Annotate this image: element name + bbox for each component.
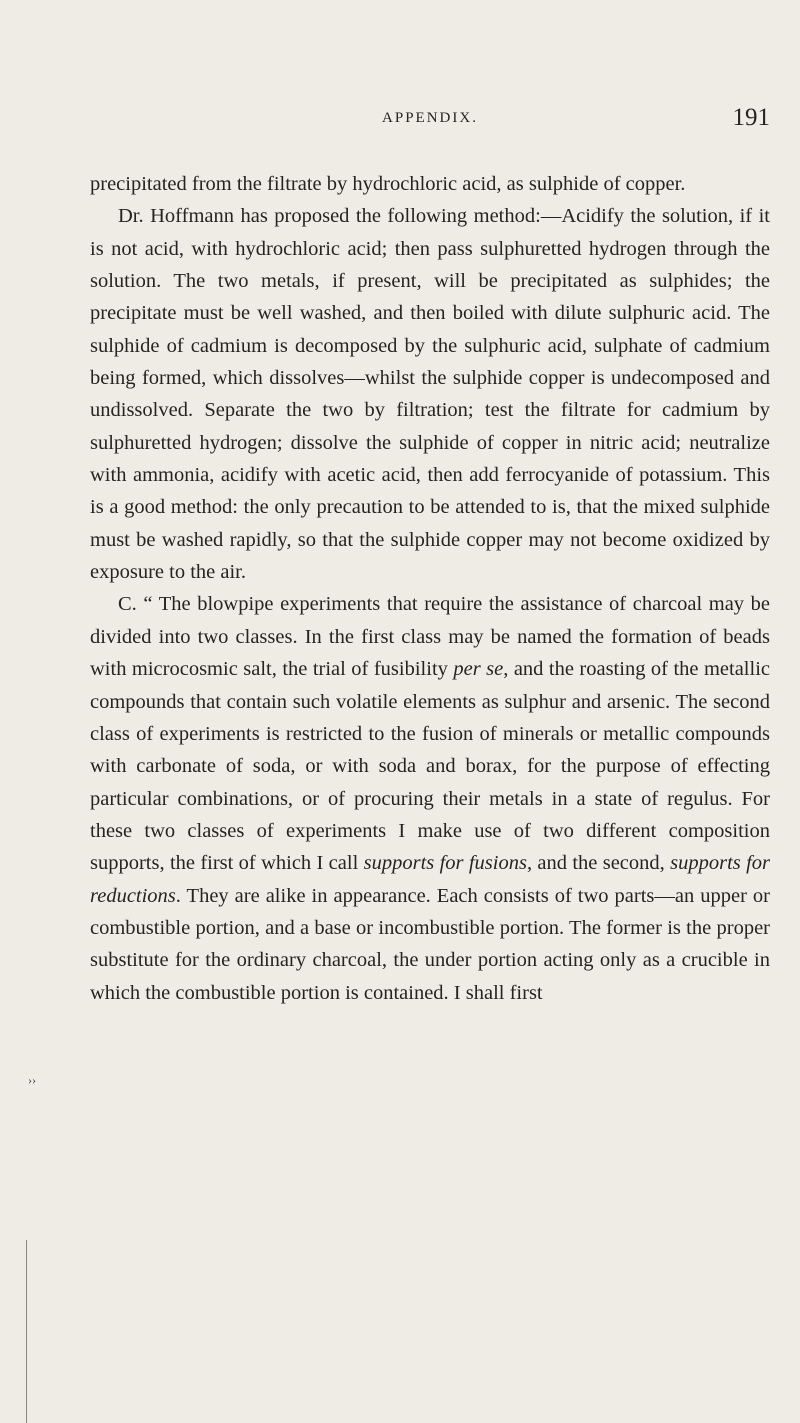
italic-text: supports for fusions xyxy=(363,852,527,875)
text-run: precipitated from the filtrate by hydrochloric acid, as sulphide of copper. xyxy=(90,173,686,195)
paragraph xyxy=(90,200,770,588)
paragraph xyxy=(90,588,770,1008)
paragraph xyxy=(90,168,770,200)
italic-text: supports for reductions xyxy=(90,852,770,907)
text-run: . They are alike in appearance. Each consists of two parts—an upper or combustible portion, and a base or incombustible portion. The former is the proper substitute for the ordinary charcoal, the under portion acting only as a crucible in which the combustible portion is contained. I shall first xyxy=(90,884,770,1004)
running-title: APPENDIX. xyxy=(382,110,478,126)
running-head xyxy=(90,104,770,134)
text-run: C. “ The blowpipe experiments that require the assistance of charcoal may be divided into two classes. In the first class may be named the formation of beads with microcosmic salt, the trial of fusibility xyxy=(90,593,770,681)
text-run: , and the second, xyxy=(526,852,671,875)
body-text xyxy=(90,168,770,1009)
page-edge-line xyxy=(26,1240,27,1423)
text-run: Dr. Hoffmann has proposed the following method:—Acidify the solution, if it is not acid, with hydrochloric acid; then pass sulphuretted hydrogen through the solution. The two metals, if present, will be precipitated as sulphides; the precipitate must be well washed, and then boiled with dilute sulphuric acid. The sulphide of cadmium is decomposed by the sulphuric acid, sulphate of cadmium being formed, which dissolves—whilst the sulphide copper is undecomposed and undissolved. Separate the two by filtration; test the filtrate for cadmium by sulphuretted hydrogen; dissolve the sulphide of copper in nitric acid; neutralize with ammonia, acidify with acetic acid, then add ferrocyanide of potassium. This is a good method: the only precaution to be attended to is, that the mixed sulphide must be washed rapidly, so that the sulphide copper may not become oxidized by exposure to the air. xyxy=(90,205,770,584)
text-run: , and the roasting of the metallic compounds that contain such volatile elements as sulphur and arsenic. The second class of experiments is restricted to the fusion of minerals or metallic compounds with carbonate of soda, or with soda and borax, for the purpose of effecting particular combinations, or of procuring their metals in a state of regulus. For these two classes of experiments I make use of two different composition supports, the first of which I call xyxy=(90,658,770,875)
margin-mark: ›› xyxy=(28,1073,36,1087)
page-number: 191 xyxy=(732,104,770,131)
italic-text: per se xyxy=(453,658,504,681)
